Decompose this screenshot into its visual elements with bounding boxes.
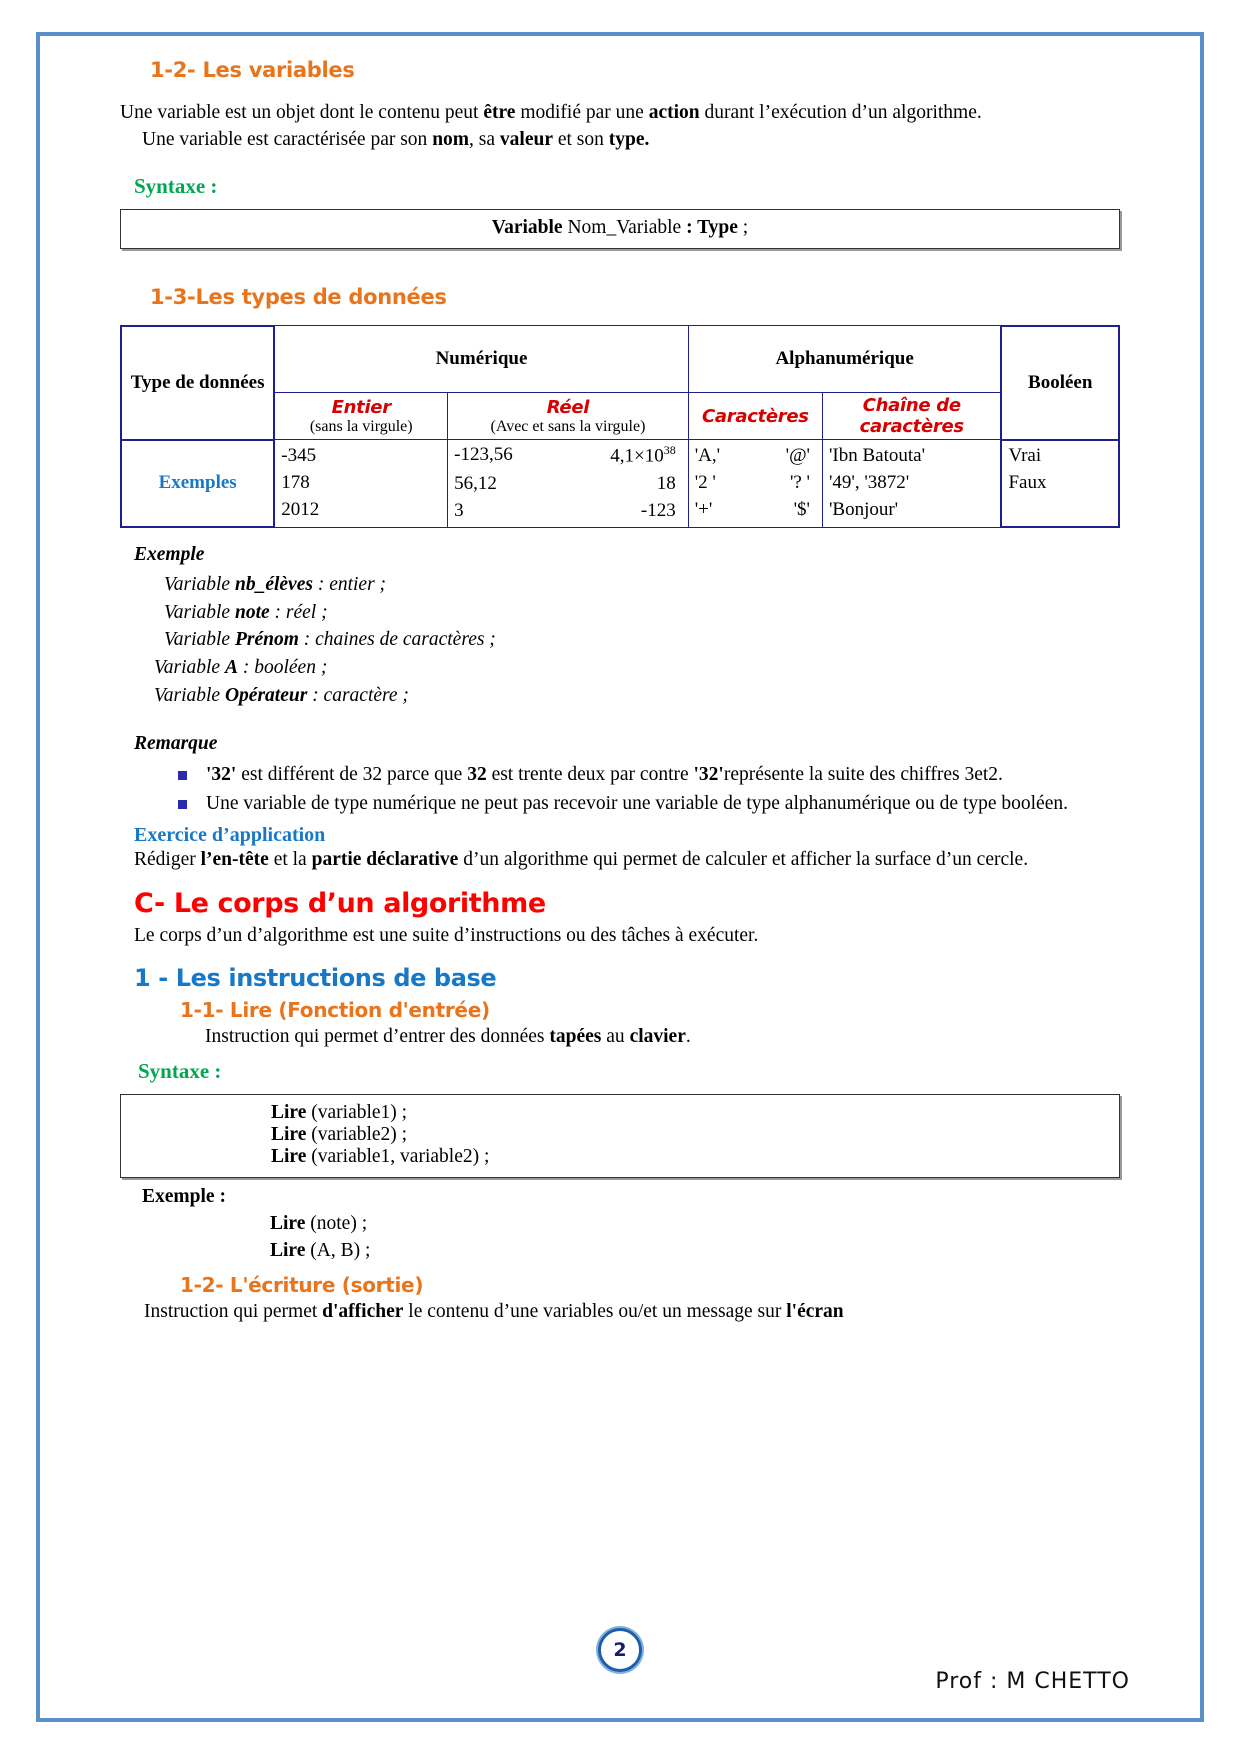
page-content [120,28,1120,1325]
example-entier-0: -345 [281,444,317,466]
cell-exemples-label: Exemples [121,440,274,527]
para-text-1b: être [483,102,516,123]
page-number-badge: 2 [598,1628,642,1672]
example-caracteres-right-1: '? ' [789,471,810,493]
lire-text-c: au [601,1025,630,1047]
remarque-b1-a: '32' [206,764,237,786]
example-reel-right-0-base: 4,1×10 [610,445,664,467]
example-reel-right-2: -123 [640,499,676,521]
para-text-1d: action [648,102,700,123]
example-caracteres-right-2: '$' [793,498,810,520]
table-row-examples [121,440,1119,527]
declaration-line-3 [154,654,1120,682]
exemple-lire-line-0 [270,1211,1120,1238]
list-exemple-lire [270,1211,1120,1265]
example-booleen-1: Faux [1008,471,1047,493]
example-caracteres-left-1: '2 ' [694,471,716,493]
para-text-1a: Une variable est un objet dont le contenu peut [120,102,484,123]
cell-sub-reel [448,393,689,440]
example-reel-row-2 [454,498,682,525]
exemple-lire-rest-0: (note) ; [305,1212,368,1234]
declaration-line-2 [164,626,1120,654]
declaration-post-3: : booléen ; [237,657,328,679]
example-chaine-0: 'Ibn Batouta' [828,444,926,466]
example-reel-row-1 [454,471,682,498]
label-caracteres: Caractères [702,405,809,427]
syntax-lire-line-1 [121,1124,1119,1146]
syntax-type-variable: : Type [686,216,738,238]
example-entier-1: 178 [281,471,310,493]
syntax-semicolon-variable: ; [737,216,749,238]
para-text-2f: type. [608,128,650,150]
cell-examples-chaine [822,440,1001,527]
remarque-bullet-1 [178,762,1120,789]
declaration-post-1: : réel ; [269,601,328,623]
syntax-lire-line-2 [121,1146,1119,1168]
para-text-2e: et son [552,128,609,150]
heading-exercice-application: Exercice d’application [134,824,326,847]
exemple-lire-rest-1: (A, B) ; [305,1239,371,1261]
paragraph-corps-algorithme: Le corps d’un d’algorithme est une suite d’instructions ou des tâches à exécuter. [134,925,759,947]
example-reel-left-1: 56,12 [454,472,497,494]
cell-type-de-donnees: Type de données [121,326,274,440]
syntax-name-variable: Nom_Variable [562,216,687,238]
professor-signature: Prof : M CHETTO [935,1669,1130,1694]
para-text-1c: modifié par une [515,102,649,123]
declaration-name-0: nb_élèves [234,573,313,595]
syntax-lire-kw-1: Lire [271,1123,307,1145]
declaration-pre-4: Variable [154,684,225,706]
paragraph-exercice [134,847,1120,874]
remarque-b1-c: 32 [467,764,487,786]
declaration-pre-0: Variable [164,573,235,595]
list-declarations [154,571,1120,709]
declaration-line-0 [164,571,1120,599]
label-syntaxe-lire: Syntaxe : [138,1058,222,1083]
declaration-pre-2: Variable [164,629,235,651]
cell-group-numerique: Numérique [274,326,688,393]
heading-types-de-donnees: 1-3-Les types de données [150,284,447,309]
lire-text-a: Instruction qui permet d’entrer des données [205,1025,550,1047]
example-booleen-0: Vrai [1008,444,1042,466]
ecriture-text-b: d'afficher [322,1300,404,1322]
syntax-lire-rest-2: (variable1, variable2) ; [306,1145,490,1167]
remarque-b1-b: est différent de 32 parce que [236,764,468,786]
paragraph-lire [205,1024,1120,1051]
paragraph-variable-definition [120,100,1120,127]
example-chaine-2: 'Bonjour' [828,498,899,520]
cell-group-alphanumerique: Alphanumérique [688,326,1001,393]
label-syntaxe-variable: Syntaxe : [134,173,218,198]
exercice-text-a: Rédiger [134,849,201,871]
paragraph-ecriture [144,1299,1120,1326]
cell-examples-entier [274,440,447,527]
remarque-b1-e: '32' [693,764,724,786]
label-reel: Réel [546,396,590,418]
exercice-text-e: d’un algorithme qui permet de calculer et afficher la surface d’un cercle. [458,849,1029,871]
para-text-2c: , sa [469,128,500,150]
remarque-bullet-list [120,762,1120,818]
declaration-name-4: Opérateur [224,684,308,706]
example-caracteres-row-2 [695,497,816,524]
ecriture-text-c: le contenu d’une variables ou/et un message sur [403,1300,787,1322]
example-reel-right-0-exp: 38 [663,443,676,458]
ecriture-text-d: l'écran [786,1300,844,1322]
label-chaine-line2: caractères [859,416,964,438]
heading-les-variables: 1-2- Les variables [150,58,355,82]
exercice-text-b: l’en-tête [200,849,269,871]
syntax-lire-kw-2: Lire [271,1145,307,1167]
declaration-line-4 [154,682,1120,710]
remarque-bullet-2: Une variable de type numérique ne peut pas recevoir une variable de type alphanumérique ou de type booléen. [178,791,1120,818]
table-row-group-headers [121,326,1119,393]
syntax-box-variable [120,209,1120,249]
lire-text-d: clavier [629,1025,686,1047]
label-exemple-lire: Exemple : [142,1185,226,1207]
example-reel-right-1: 18 [656,472,676,494]
para-text-2b: nom [432,128,470,150]
para-text-2a: Une variable est caractérisée par son [142,128,433,150]
declaration-name-3: A [224,657,238,679]
example-reel-right-0 [610,442,681,470]
lire-text-e: . [685,1025,691,1047]
ecriture-text-a: Instruction qui permet [144,1300,323,1322]
exercice-text-c: et la [268,849,312,871]
cell-group-booleen: Booléen [1001,326,1119,440]
remarque-b1-f: représente la suite des chiffres 3et2. [723,764,1003,786]
declaration-pre-1: Variable [164,601,235,623]
cell-examples-caracteres [688,440,822,527]
label-entier: Entier [331,396,391,418]
example-reel-row-0 [454,442,682,470]
declaration-post-4: : caractère ; [307,684,409,706]
example-booleen-2 [1008,497,1112,524]
declaration-name-1: note [234,601,270,623]
cell-examples-booleen [1001,440,1119,527]
cell-sub-caracteres [688,393,822,440]
cell-examples-reel [448,440,689,527]
example-caracteres-left-2: '+' [694,498,713,520]
declaration-post-2: : chaines de caractères ; [298,629,496,651]
example-reel-left-2: 3 [454,499,464,521]
example-entier-2: 2012 [281,498,320,520]
example-caracteres-row-0 [695,443,816,470]
exemple-lire-kw-1: Lire [270,1239,306,1261]
remarque-b1-d: est trente deux par contre [486,764,694,786]
declaration-pre-3: Variable [154,657,225,679]
note-entier: (sans la virgule) [309,417,413,435]
cell-sub-chaine [822,393,1001,440]
heading-instructions-de-base: 1 - Les instructions de base [134,963,497,992]
declaration-line-1 [164,599,1120,627]
cell-sub-entier [274,393,447,440]
data-types-table [120,325,1120,528]
exercice-text-d: partie déclarative [311,849,459,871]
example-chaine-1: '49', '3872' [828,471,910,493]
label-chaine-line1: Chaîne de [862,395,961,417]
example-caracteres-left-0: 'A,' [694,444,721,466]
label-remarque: Remarque [134,733,218,755]
para-text-1e: durant l’exécution d’un algorithme. [699,102,982,123]
exemple-lire-line-1 [270,1238,1120,1265]
declaration-post-0: : entier ; [312,573,387,595]
heading-lire-fonction-entree: 1-1- Lire (Fonction d'entrée) [180,997,490,1022]
example-caracteres-right-0: '@' [785,444,810,466]
lire-text-b: tapées [549,1025,602,1047]
example-reel-left-0: -123,56 [454,444,513,466]
declaration-name-2: Prénom [234,629,299,651]
para-text-2d: valeur [499,128,553,150]
label-exemple-declarations: Exemple [134,544,205,566]
syntax-box-lire [120,1094,1120,1178]
syntax-lire-rest-0: (variable1) ; [306,1101,408,1123]
heading-ecriture-sortie: 1-2- L'écriture (sortie) [180,1272,424,1297]
syntax-lire-line-0 [121,1102,1119,1124]
syntax-lire-rest-1: (variable2) ; [306,1123,408,1145]
paragraph-variable-characteristics [120,127,1120,154]
syntax-lire-kw-0: Lire [271,1101,307,1123]
syntax-keyword-variable: Variable [491,216,563,238]
exemple-lire-kw-0: Lire [270,1212,306,1234]
heading-corps-algorithme: C- Le corps d’un algorithme [134,888,546,920]
note-reel: (Avec et sans la virgule) [490,417,646,435]
example-caracteres-row-1 [695,470,816,497]
